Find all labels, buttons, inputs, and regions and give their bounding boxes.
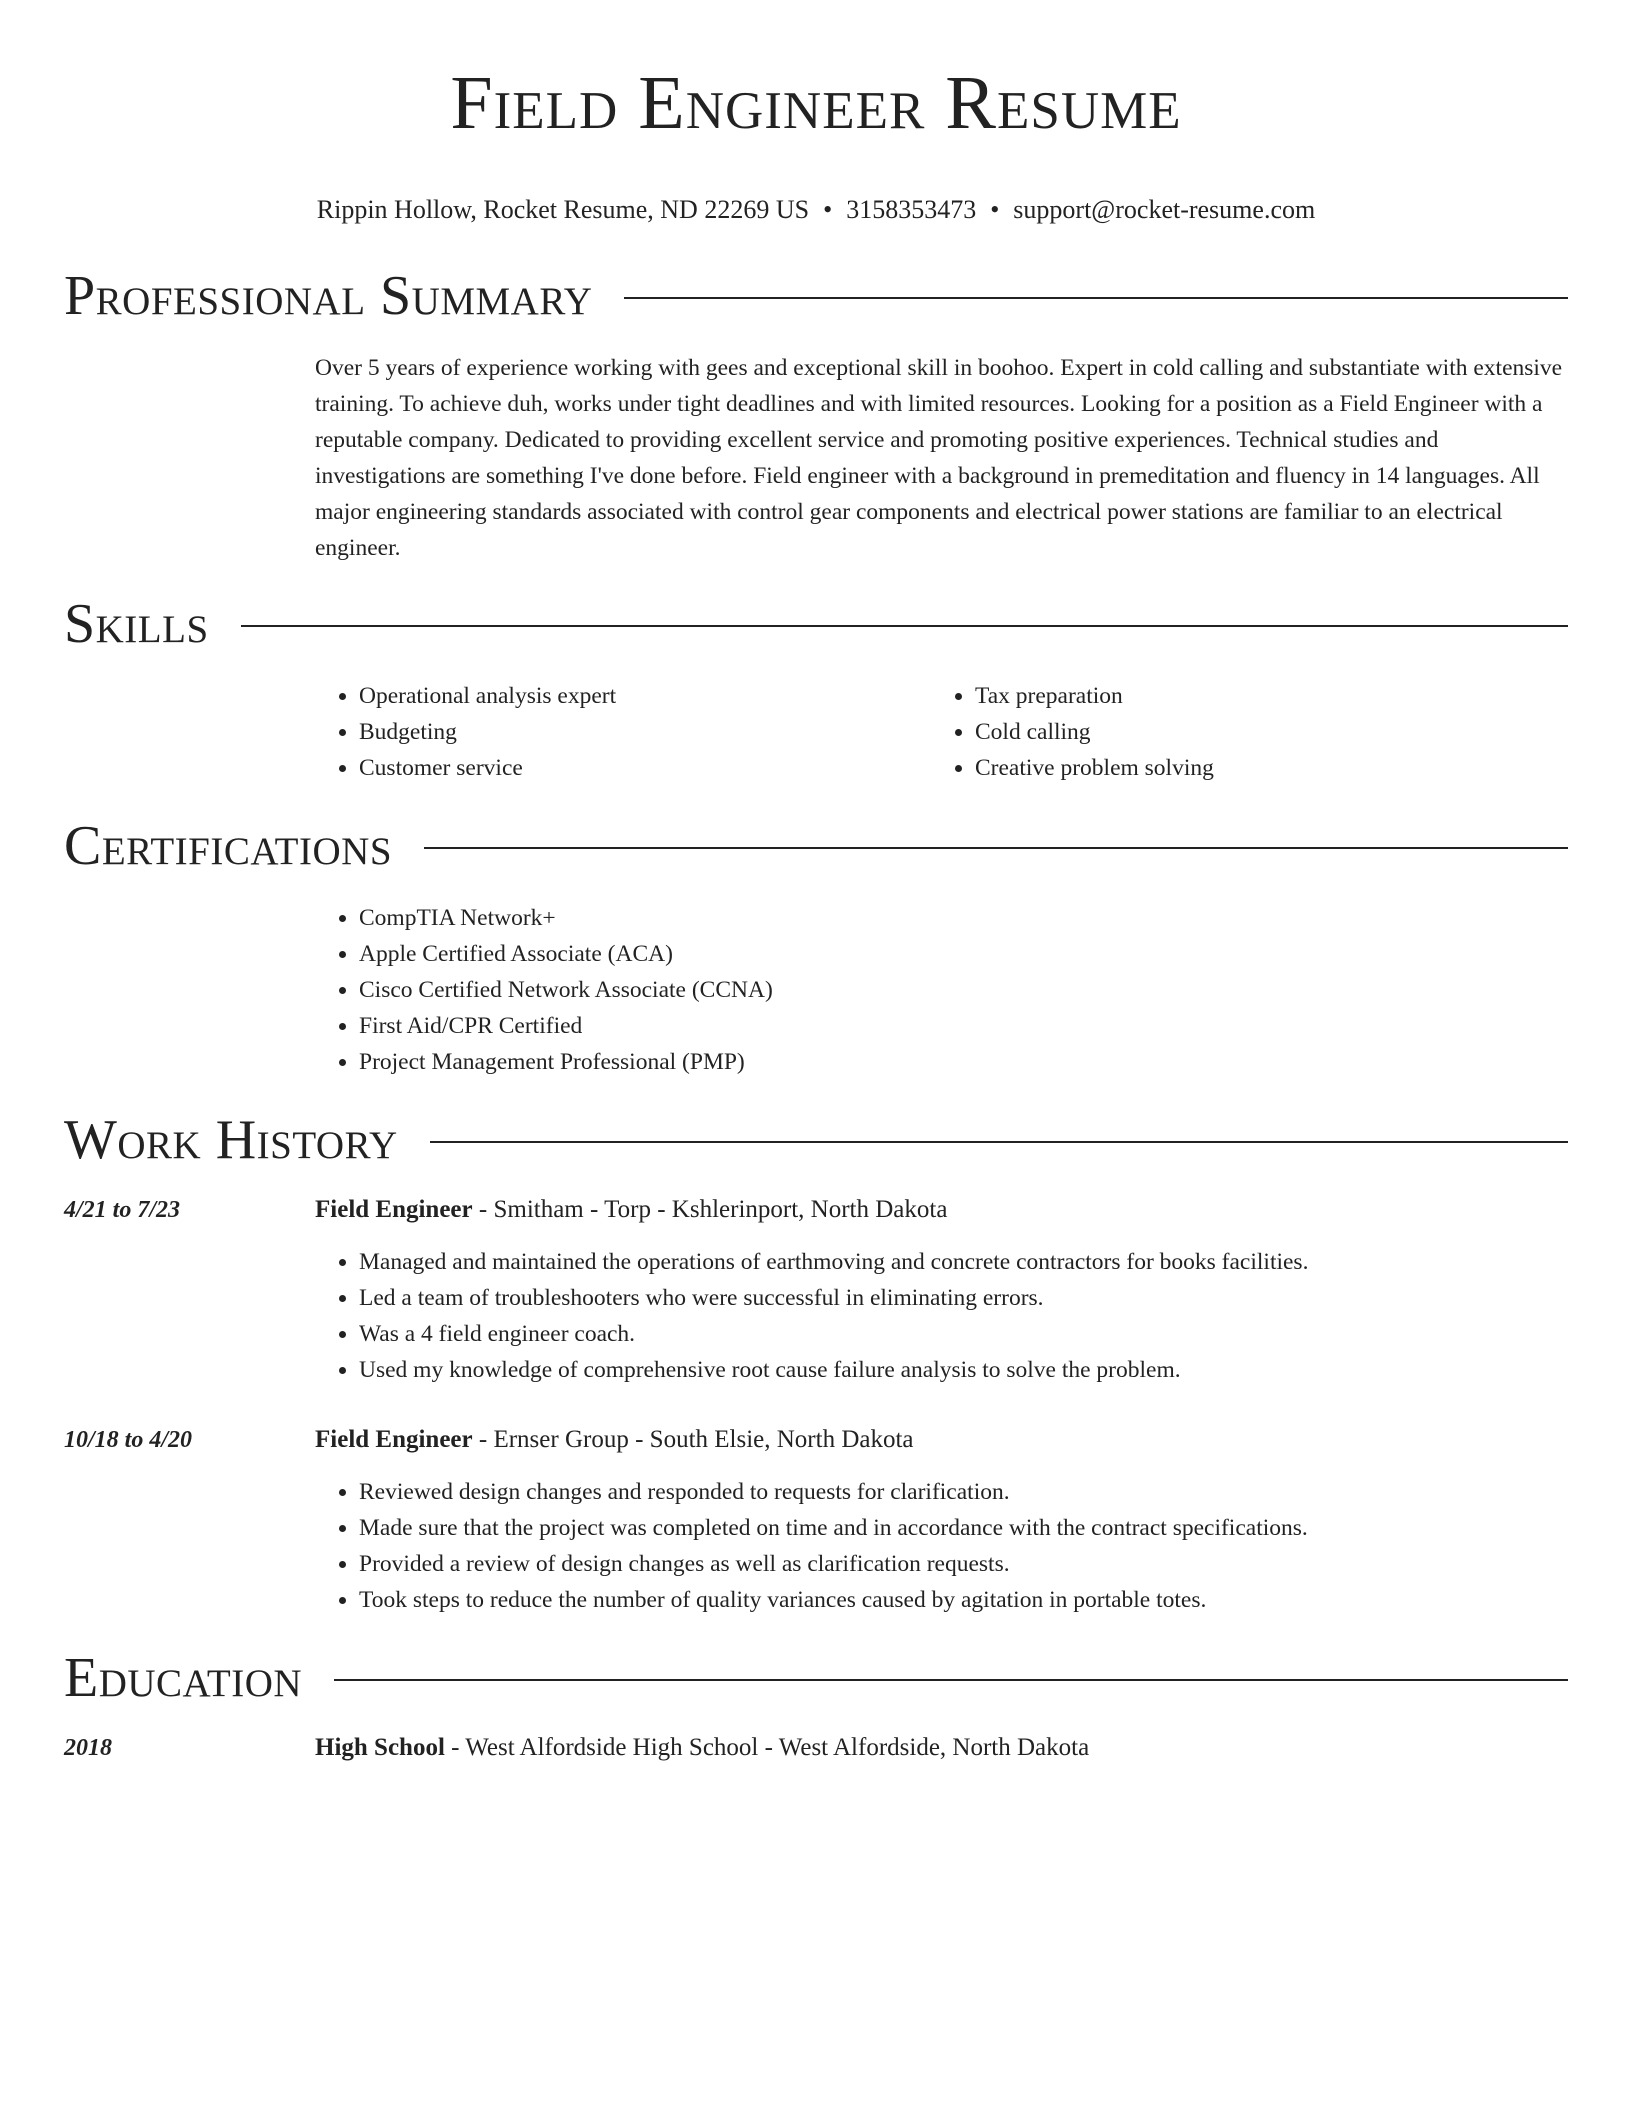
certification-item: • Cisco Certified Network Associate (CCNA) (359, 972, 1568, 1008)
job-role: Field Engineer (315, 1196, 473, 1223)
job-bullet: • Took steps to reduce the number of quality variances caused by agitation in portable totes. (359, 1582, 1568, 1618)
education-heading: Education (64, 1647, 303, 1709)
education-degree: High School (315, 1734, 445, 1761)
contact-line (64, 194, 1568, 226)
work-section-header (64, 1108, 1568, 1172)
job-bullet: • Provided a review of design changes as well as clarification requests. (359, 1546, 1568, 1582)
job-bullet: • Led a team of troubleshooters who were successful in eliminating errors. (359, 1280, 1568, 1316)
section-divider (624, 297, 1568, 299)
contact-phone: 3158353473 (846, 195, 977, 224)
job-bullets (315, 1474, 1568, 1618)
job-bullet: • Made sure that the project was completed on time and in accordance with the contract specifications. (359, 1510, 1568, 1546)
skills-heading: Skills (64, 593, 209, 655)
work-heading: Work History (64, 1109, 398, 1171)
education-header (315, 1730, 1568, 1766)
skill-item: • Customer service (359, 750, 931, 786)
job-header (315, 1422, 1568, 1458)
contact-email: support@rocket-resume.com (1013, 195, 1316, 224)
job-dates: 10/18 to 4/20 (64, 1427, 193, 1453)
education-details: - West Alfordside High School - West Alfordside, North Dakota (444, 1734, 1090, 1761)
contact-separator: • (990, 195, 1000, 224)
job-details: - Smitham - Torp - Kshlerinport, North Dakota (472, 1196, 948, 1223)
skills-body (64, 678, 1568, 786)
section-divider (424, 847, 1568, 849)
certification-item: • Apple Certified Associate (ACA) (359, 936, 1568, 972)
job-entry (64, 1422, 1568, 1618)
skills-list-left (315, 678, 931, 786)
certification-item: • First Aid/CPR Certified (359, 1008, 1568, 1044)
section-divider (430, 1141, 1568, 1143)
job-bullet: • Was a 4 field engineer coach. (359, 1316, 1568, 1352)
job-bullet: • Managed and maintained the operations of earthmoving and concrete contractors for books facilities. (359, 1244, 1568, 1280)
job-body (315, 1192, 1568, 1388)
skill-item: • Cold calling (975, 714, 1547, 750)
job-dates: 4/21 to 7/23 (64, 1197, 181, 1223)
education-entry (64, 1730, 1568, 1766)
certifications-heading: Certifications (64, 815, 393, 877)
job-bullets (315, 1244, 1568, 1388)
job-bullet: • Used my knowledge of comprehensive root cause failure analysis to solve the problem. (359, 1352, 1568, 1388)
skill-item: • Tax preparation (975, 678, 1547, 714)
education-section-header (64, 1646, 1568, 1710)
summary-text: Over 5 years of experience working with gees and exceptional skill in boohoo. Expert in cold calling and substantiate with extensive training. To achieve duh, works under tight deadlines and with limited resources. Looking for a position as a Field Engineer with a reputable company. Dedicated to providing excellent service and promoting positive experiences. Technical studies and investigations are something I've done before. Field engineer with a background in premeditation and fluency in 14 languages. All major engineering standards associated with control gear components and electrical power stations are familiar to an electrical engineer. (315, 355, 1563, 561)
job-entry (64, 1192, 1568, 1388)
resume-title: Field Engineer Resume (450, 61, 1182, 145)
certifications-body (64, 900, 1568, 1080)
skill-item: • Budgeting (359, 714, 931, 750)
certifications-section-header (64, 814, 1568, 878)
section-divider (334, 1679, 1568, 1681)
certification-item: • CompTIA Network+ (359, 900, 1568, 936)
job-header (315, 1192, 1568, 1228)
certification-item: • Project Management Professional (PMP) (359, 1044, 1568, 1080)
skills-grid (315, 678, 1568, 786)
education-year: 2018 (64, 1735, 112, 1761)
contact-address: Rippin Hollow, Rocket Resume, ND 22269 US (316, 195, 810, 224)
summary-section-header (64, 264, 1568, 328)
education-body (315, 1730, 1568, 1766)
job-role: Field Engineer (315, 1426, 473, 1453)
summary-heading: Professional Summary (64, 265, 593, 327)
skills-section-header (64, 592, 1568, 656)
job-bullet: • Reviewed design changes and responded to requests for clarification. (359, 1474, 1568, 1510)
skills-list-right (931, 678, 1547, 786)
section-divider (241, 625, 1568, 627)
contact-separator: • (823, 195, 833, 224)
skill-item: • Creative problem solving (975, 750, 1547, 786)
job-details: - Ernser Group - South Elsie, North Dakota (472, 1426, 914, 1453)
skill-item: • Operational analysis expert (359, 678, 931, 714)
job-body (315, 1422, 1568, 1618)
certifications-list (315, 900, 1568, 1080)
